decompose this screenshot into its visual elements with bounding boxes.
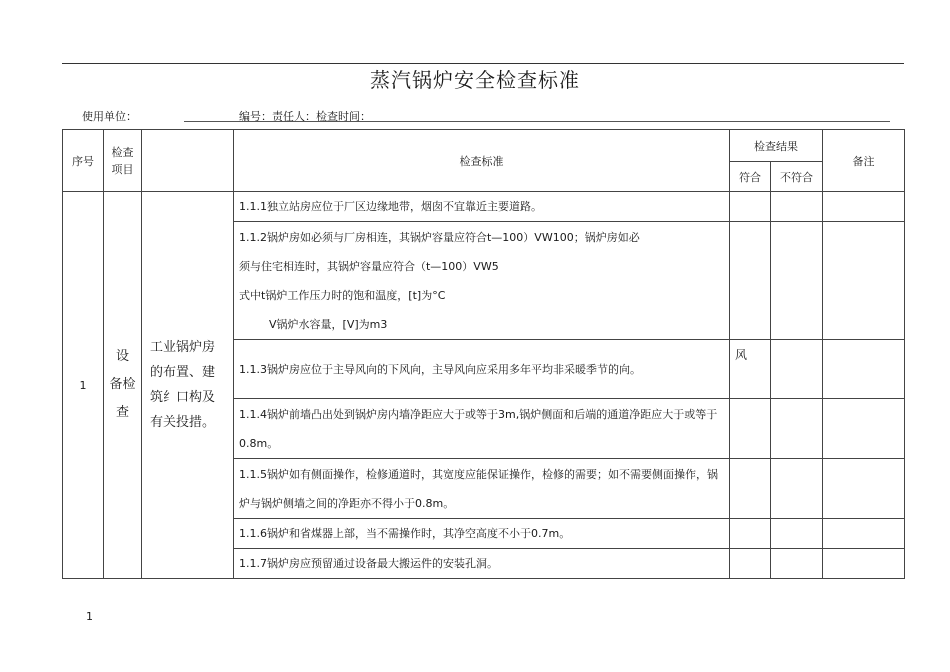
remark-cell (823, 340, 905, 399)
fail-cell (771, 399, 823, 459)
header-result: 检查结果 (730, 130, 823, 162)
safety-standard-table (62, 129, 905, 579)
pass-cell (730, 519, 771, 549)
standard-1-1-1: 1.1.1独立站房应位于厂区边缘地带，烟囱不宜靠近主要道路。 (234, 192, 730, 222)
standard-1-1-2-line1: 1.1.2锅炉房如必须与厂房相连，其锅炉容量应符合t—100）VW100；锅炉房如必 (239, 230, 640, 244)
pass-cell (730, 222, 771, 340)
fail-cell (771, 519, 823, 549)
standard-1-1-3: 1.1.3锅炉房应位于主导风向的下风向，主导风向应采用多年平均非采暖季节的向。 (234, 340, 730, 399)
group-item-line2: 备检 (109, 377, 136, 392)
standard-1-1-7: 1.1.7锅炉房应预留通过设备最大搬运件的安装孔洞。 (234, 549, 730, 579)
group-item-line1: 设 (115, 349, 129, 364)
standard-1-1-2 (234, 222, 730, 340)
remark-cell (823, 192, 905, 222)
standard-1-1-2-line3: 式中t锅炉工作压力时的饱和温度，[t]为°C (239, 288, 446, 302)
pass-cell (730, 399, 771, 459)
header-pass: 符合 (730, 162, 771, 192)
fail-cell (771, 459, 823, 519)
group-seq: 1 (63, 192, 104, 579)
header-check-item (104, 130, 142, 192)
fail-cell (771, 222, 823, 340)
pass-cell (730, 549, 771, 579)
standard-1-1-2-line2: 须与住宅相连时，其锅炉容量应符合（t—100）VW5 (239, 259, 499, 273)
group-check-item (104, 192, 142, 579)
remark-cell (823, 399, 905, 459)
standard-1-1-2-line4: V锅炉水容量，[V]为m3 (269, 317, 388, 331)
group-sub-item (142, 192, 234, 579)
page-number: 1 (86, 610, 93, 623)
header-standard: 检查标准 (234, 130, 730, 192)
standard-1-1-6: 1.1.6锅炉和省煤器上部，当不需操作时，其净空高度不小于0.7m。 (234, 519, 730, 549)
header-check-item-line1: 检查 (111, 145, 134, 159)
fail-cell (771, 192, 823, 222)
header-check-item-line2: 项目 (111, 162, 134, 176)
header-remark: 备注 (823, 130, 905, 192)
header-seq: 序号 (63, 130, 104, 192)
pass-cell (730, 459, 771, 519)
standard-1-1-5: 1.1.5锅炉如有侧面操作，检修通道时，其宽度应能保证操作，检修的需要；如不需要侧面操作，锅炉与锅炉侧墙之间的净距亦不得小于0.8m。 (234, 459, 730, 519)
info-label: 编号：责任人：检查时间： (239, 110, 371, 123)
meta-underline (184, 121, 890, 122)
header-fail: 不符合 (771, 162, 823, 192)
group-sub-line4: 有关投措。 (150, 415, 216, 430)
group-item-line3: 查 (115, 405, 129, 420)
remark-cell (823, 519, 905, 549)
remark-cell (823, 459, 905, 519)
remark-cell (823, 222, 905, 340)
unit-label: 使用单位： (82, 110, 137, 123)
table-row (63, 192, 905, 222)
pass-cell (730, 192, 771, 222)
group-sub-line3: 筑纟口构及 (150, 390, 216, 405)
standard-1-1-4: 1.1.4锅炉前墙凸出处到锅炉房内墙净距应大于或等于3m,锅炉侧面和后端的通道净距应大于或等于0.8m。 (234, 399, 730, 459)
document-title: 蒸汽锅炉安全检查标准 (370, 68, 580, 92)
header-blank (142, 130, 234, 192)
pass-cell: 风 (730, 340, 771, 399)
remark-cell (823, 549, 905, 579)
fail-cell (771, 340, 823, 399)
group-sub-line2: 的布置、建 (150, 365, 216, 380)
group-sub-line1: 工业锅炉房 (150, 340, 216, 355)
fail-cell (771, 549, 823, 579)
